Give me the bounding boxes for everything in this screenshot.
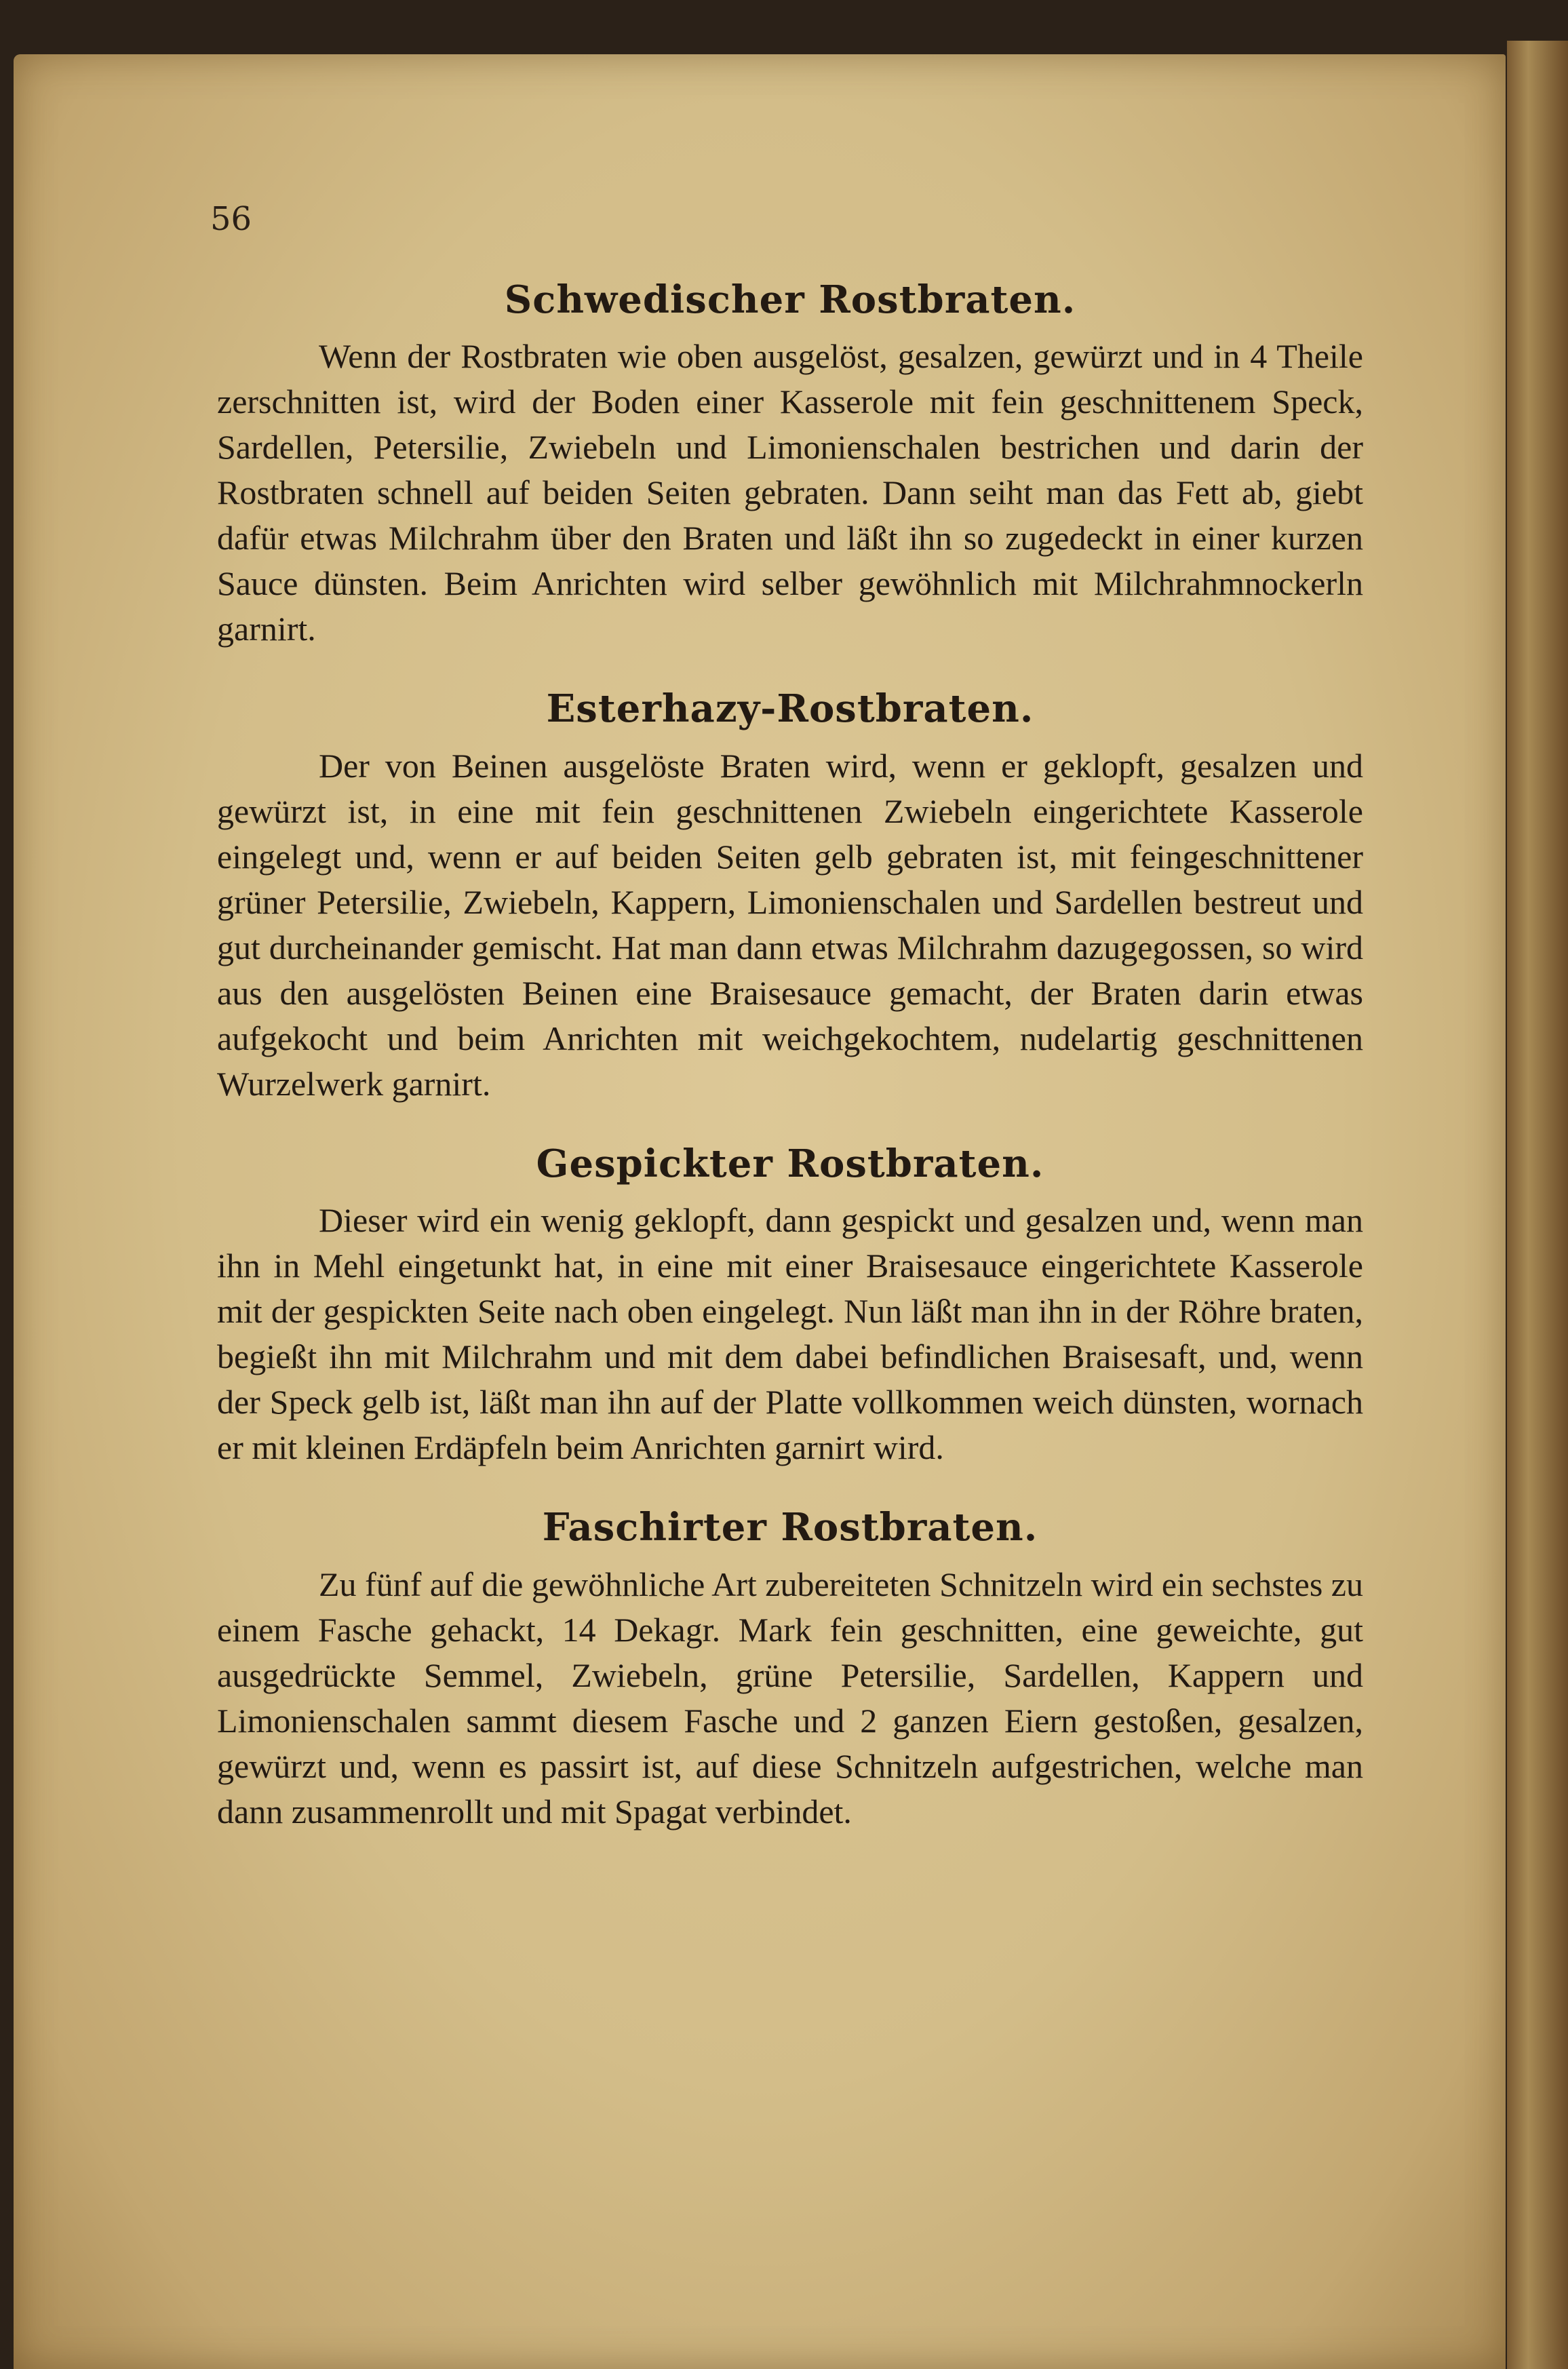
page-number: 56 <box>210 200 252 238</box>
recipe-text: Dieser wird ein wenig geklopft, dann gespickt und gesalzen und, wenn man ihn in Mehl eingetunkt hat, in eine mit einer Braisesauce eingerichtete Kasserole mit der gespickten Seite nach oben eingelegt. Nun läßt man ihn in der Röhre braten, begießt ihn mit Milchrahm und mit dem dabei befindlichen Braisesaft, und, wenn der Speck gelb ist, läßt man ihn auf der Platte vollkommen weich dünsten, wornach er mit kleinen Erdäpfeln beim Anrichten garnirt wird. <box>217 1201 1363 1467</box>
recipe-text: Zu fünf auf die gewöhnliche Art zubereiteten Schnitzeln wird ein sechstes zu einem Fasche gehackt, 14 Dekagr. Mark fein geschnitten, eine geweichte, gut ausgedrückte Semmel, Zwiebeln, grüne Petersilie, Sardellen, Kappern und Limonienschalen sammt diesem Fasche und 2 ganzen Eiern gestoßen, gesalzen, gewürzt und, wenn es passirt ist, auf diese Schnitzeln aufgestrichen, welche man dann zusammenrollt und mit Spagat verbindet. <box>217 1565 1363 1830</box>
book-page <box>14 54 1506 2369</box>
recipe-title: Schwedischer Rostbraten. <box>504 277 1076 322</box>
recipe-title: Gespickter Rostbraten. <box>536 1141 1044 1186</box>
page-content <box>217 278 1363 1835</box>
recipe-title: Esterhazy-Rostbraten. <box>546 686 1034 732</box>
recipe-section-faschirter <box>217 1506 1363 1834</box>
recipe-section-esterhazy <box>217 687 1363 1106</box>
recipe-title: Faschirter Rostbraten. <box>542 1505 1038 1550</box>
book-spine <box>1507 41 1568 2369</box>
recipe-text: Wenn der Rostbraten wie oben ausgelöst, gesalzen, gewürzt und in 4 Theile zerschnitten ist, wird der Boden einer Kasserole mit fein geschnittenem Speck, Sardellen, Petersilie, Zwiebeln und Limonienschalen bestrichen und darin der Rostbraten schnell auf beiden Seiten gebraten. Dann seiht man das Fett ab, giebt dafür etwas Milchrahm über den Braten und läßt ihn so zugedeckt in einer kurzen Sauce dünsten. Beim Anrichten wird selber gewöhnlich mit Milchrahmnockerln garnirt. <box>217 337 1363 648</box>
recipe-text: Der von Beinen ausgelöste Braten wird, wenn er geklopft, gesalzen und gewürzt ist, in eine mit fein geschnittenen Zwiebeln eingerichtete Kasserole eingelegt und, wenn er auf beiden Seiten gelb gebraten ist, mit feingeschnittener grüner Petersilie, Zwiebeln, Kappern, Limonienschalen und Sardellen bestreut und gut durcheinander gemischt. Hat man dann etwas Milchrahm dazugegossen, so wird aus den ausgelösten Beinen eine Braisesauce gemacht, der Braten darin etwas aufgekocht und beim Anrichten mit weichgekochtem, nudelartig geschnittenen Wurzelwerk garnirt. <box>217 746 1363 1103</box>
recipe-section-schwedischer <box>217 278 1363 652</box>
recipe-section-gespickter <box>217 1142 1363 1470</box>
